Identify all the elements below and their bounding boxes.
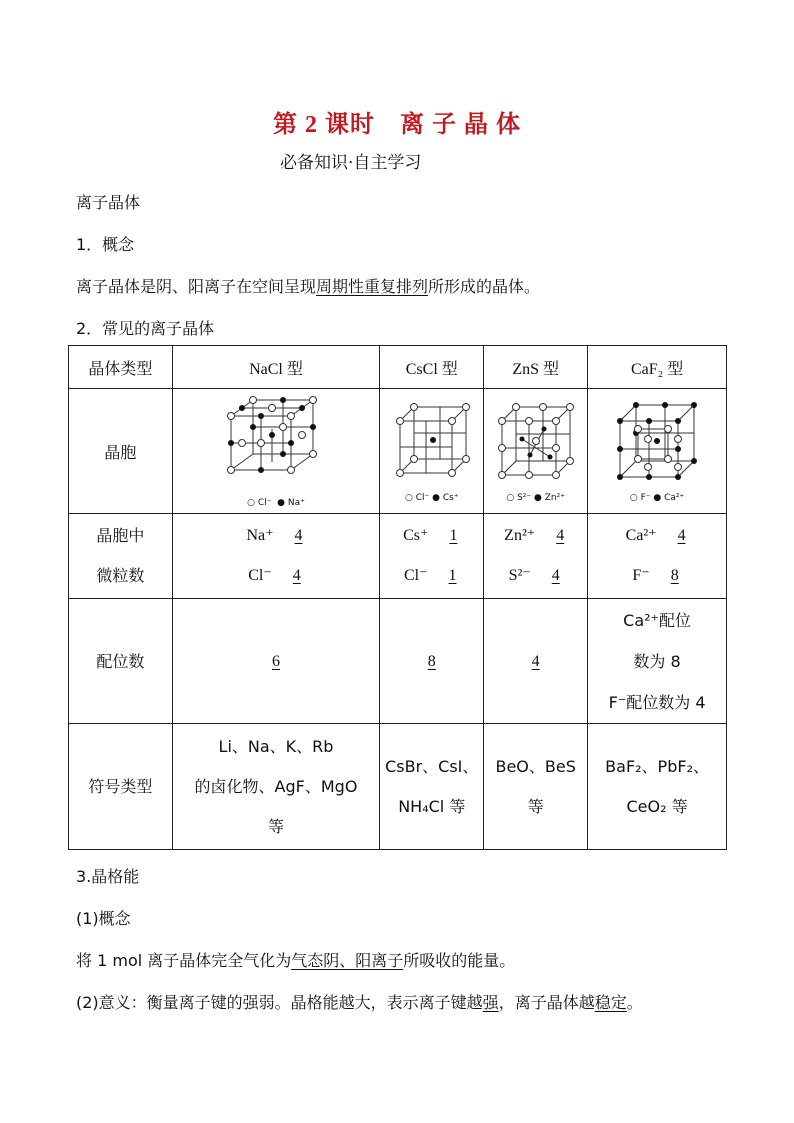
page-subtitle: 必备知识·自主学习	[280, 153, 422, 173]
cscl-counts: Cs⁺ 1 Cl⁻ 1	[380, 514, 484, 599]
caf2-unit-cell	[588, 389, 727, 514]
answer-blank: 周期性重复排列	[316, 277, 429, 296]
header-cell: NaCl 型	[172, 346, 380, 389]
caf2-legend: ○ F⁻ ● Ca²⁺	[629, 493, 685, 503]
lattice-energy-heading: 3.晶格能	[76, 867, 140, 886]
header-cell: ZnS 型	[484, 346, 588, 389]
row-label: 晶胞	[69, 389, 173, 514]
nacl-coordination: 6	[172, 599, 380, 724]
nacl-counts: Na⁺ 4 Cl⁻ 4	[172, 514, 380, 599]
table-row	[69, 514, 727, 599]
zns-unit-cell	[484, 389, 588, 514]
nacl-unit-cell	[172, 389, 380, 514]
caf2-lattice-figure	[612, 399, 702, 489]
nacl-legend: ○ Cl⁻ ● Na⁺	[247, 498, 305, 508]
caf2-counts: Ca²⁺ 4 F⁻ 8	[588, 514, 727, 599]
row-label: 配位数	[69, 599, 173, 724]
cscl-lattice-figure	[392, 399, 472, 489]
lattice-energy-definition: 将 1 mol 离子晶体完全气化为气态阴、阳离子所吸收的能量。	[76, 951, 516, 970]
caf2-examples: BaF₂、PbF₂、 CeO₂ 等	[588, 724, 727, 850]
answer-blank: 稳定	[594, 993, 627, 1012]
page-title: 第 2 课时 离 子 晶 体	[273, 112, 521, 138]
zns-examples: BeO、BeS 等	[484, 724, 588, 850]
table-row	[69, 346, 727, 389]
table-row	[69, 724, 727, 850]
nacl-lattice-figure	[221, 394, 331, 494]
section-heading: 离子晶体	[76, 193, 141, 212]
answer-blank: 气态阴、阳离子	[291, 951, 404, 970]
header-cell: CaF₂ 型	[588, 346, 727, 389]
concept-heading: 1．概念	[76, 235, 135, 254]
table-row	[69, 599, 727, 724]
header-cell: 晶体类型	[69, 346, 173, 389]
zns-counts: Zn²⁺ 4 S²⁻ 4	[484, 514, 588, 599]
answer-blank: 强	[482, 993, 499, 1012]
common-crystals-heading: 2．常见的离子晶体	[76, 319, 215, 338]
nacl-examples: Li、Na、K、Rb 的卤化物、AgF、MgO 等	[172, 724, 380, 850]
zns-coordination: 4	[484, 599, 588, 724]
zns-legend: ○ S²⁻ ● Zn²⁺	[506, 493, 565, 503]
table-row	[69, 389, 727, 514]
cscl-legend: ○ Cl⁻ ● Cs⁺	[404, 493, 459, 503]
lattice-energy-significance: (2)意义：衡量离子键的强弱。晶格能越大，表示离子键越强，离子晶体越稳定。	[76, 993, 643, 1012]
lattice-energy-concept-heading: (1)概念	[76, 909, 131, 928]
header-cell: CsCl 型	[380, 346, 484, 389]
row-label: 符号类型	[69, 724, 173, 850]
cscl-unit-cell	[380, 389, 484, 514]
ionic-crystal-table	[68, 345, 727, 850]
cscl-examples: CsBr、CsI、 NH₄Cl 等	[380, 724, 484, 850]
zns-lattice-figure	[494, 399, 578, 489]
concept-text: 离子晶体是阴、阳离子在空间呈现周期性重复排列所形成的晶体。	[76, 277, 541, 296]
caf2-coordination: Ca²⁺配位 数为 8 F⁻配位数为 4	[588, 599, 727, 724]
cscl-coordination: 8	[380, 599, 484, 724]
row-label: 晶胞中 微粒数	[69, 514, 173, 599]
